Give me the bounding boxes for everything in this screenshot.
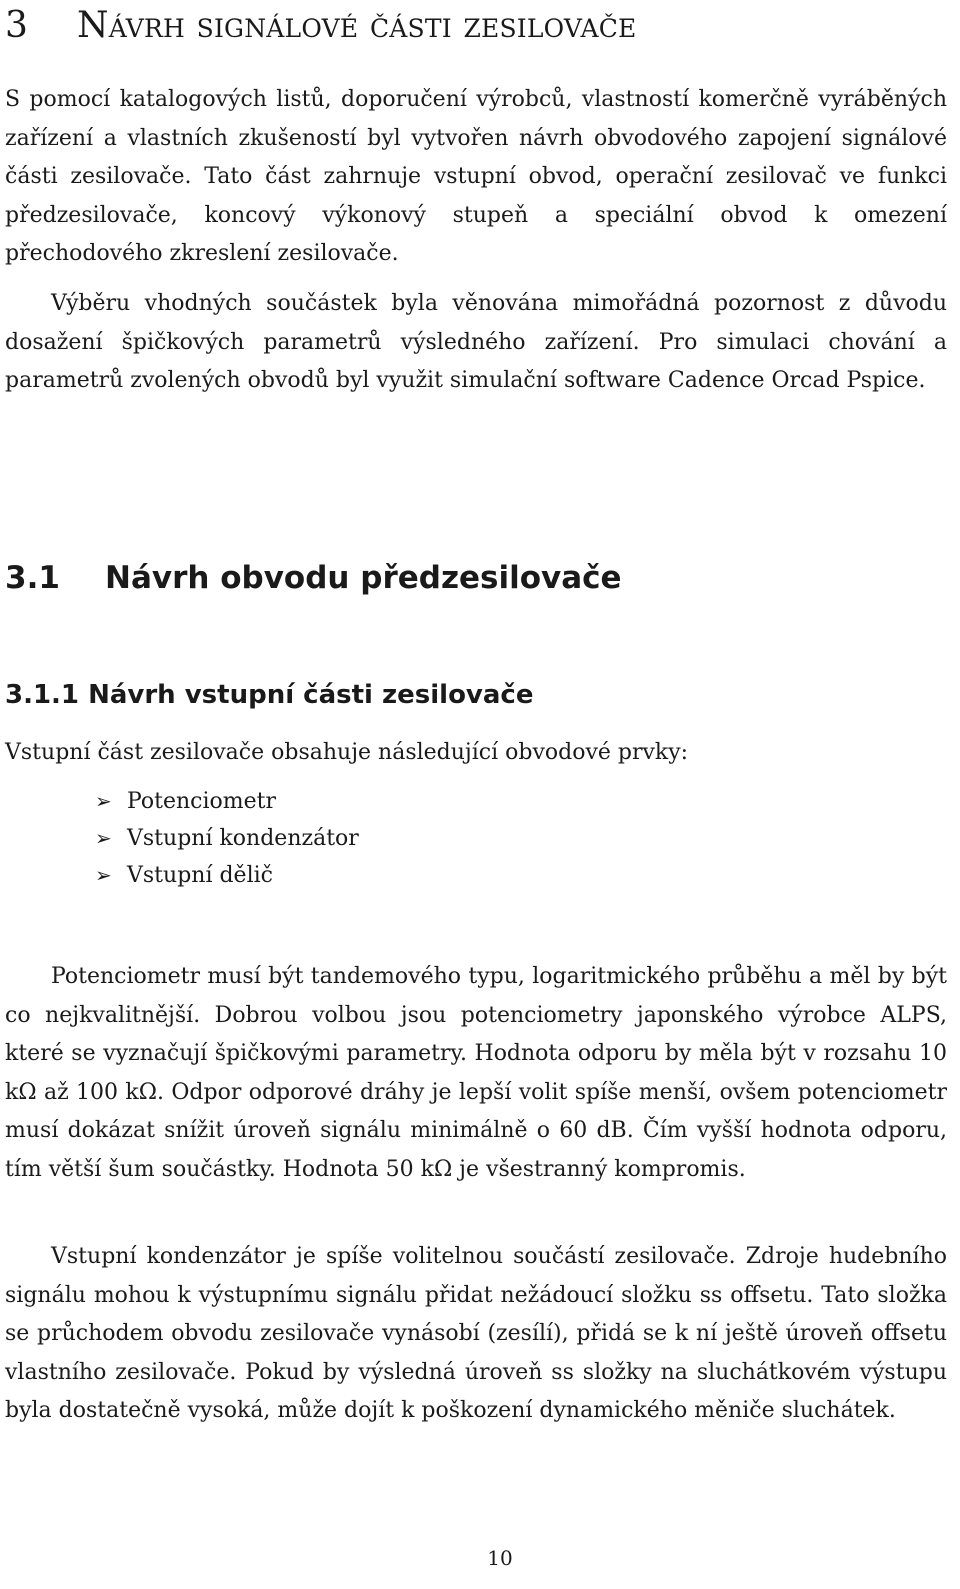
section-number: 3.1 [5, 560, 60, 596]
arrowhead-bullet-icon: ➢ [95, 826, 112, 850]
chapter-heading [5, 4, 947, 48]
arrowhead-bullet-icon: ➢ [95, 863, 112, 887]
subsection-heading [5, 677, 947, 713]
component-list [95, 783, 359, 894]
subsection-title: Návrh vstupní části zesilovače [88, 680, 534, 710]
list-item [95, 857, 359, 894]
subsection-number: 3.1.1 [5, 680, 80, 710]
chapter-number: 3 [5, 5, 29, 46]
list-item-label: Vstupní dělič [127, 863, 273, 888]
subsection-lead: Vstupní část zesilovače obsahuje následující obvodové prvky: [5, 740, 689, 765]
list-item [95, 783, 359, 820]
capacitor-paragraph: Vstupní kondenzátor je spíše volitelnou součástí zesilovače. Zdroje hudebního signálu mohou k výstupnímu signálu přidat nežádoucí složku ss offsetu. Tato složka se průchodem obvodu zesilovače vynásobí (zesílí), přidá se k ní ještě úroveň offsetu vlastního zesilovače. Pokud by výsledná úroveň ss složky na sluchátkovém výstupu byla dostatečně vysoká, může dojít k poškození dynamického měniče sluchátek. [5, 1244, 947, 1423]
list-item-label: Vstupní kondenzátor [127, 826, 359, 851]
list-item [95, 820, 359, 857]
chapter-title: Návrh signálové části zesilovače [77, 5, 637, 46]
section-title: Návrh obvodu předzesilovače [105, 560, 622, 596]
section-heading [5, 558, 947, 598]
potentiometer-paragraph: Potenciometr musí být tandemového typu, logaritmického průběhu a měl by být co nejkvalitnější. Dobrou volbou jsou potenciometry japonského výrobce ALPS, které se vyznačují špičkovými parametry. Hodnota odporu by měla být v rozsahu 10 kΩ až 100 kΩ. Odpor odporové dráhy je lepší volit spíše menší, ovšem potenciometr musí dokázat snížit úroveň signálu minimálně o 60 dB. Čím vyšší hodnota odporu, tím větší šum součástky. Hodnota 50 kΩ je všestranný kompromis. [5, 964, 947, 1182]
list-item-label: Potenciometr [127, 789, 277, 814]
intro-paragraph-1: S pomocí katalogových listů, doporučení výrobců, vlastností komerčně vyráběných zařízení a vlastních zkušeností byl vytvořen návrh obvodového zapojení signálové části zesilovače. Tato část zahrnuje vstupní obvod, operační zesilovač ve funkci předzesilovače, koncový výkonový stupeň a speciální obvod k omezení přechodového zkreslení zesilovače. [5, 87, 947, 266]
arrowhead-bullet-icon: ➢ [95, 789, 112, 813]
intro-paragraph-2: Výběru vhodných součástek byla věnována mimořádná pozornost z důvodu dosažení špičkových parametrů výsledného zařízení. Pro simulaci chování a parametrů zvolených obvodů byl využit simulační software Cadence Orcad Pspice. [5, 291, 947, 393]
page-number: 10 [487, 1546, 513, 1570]
